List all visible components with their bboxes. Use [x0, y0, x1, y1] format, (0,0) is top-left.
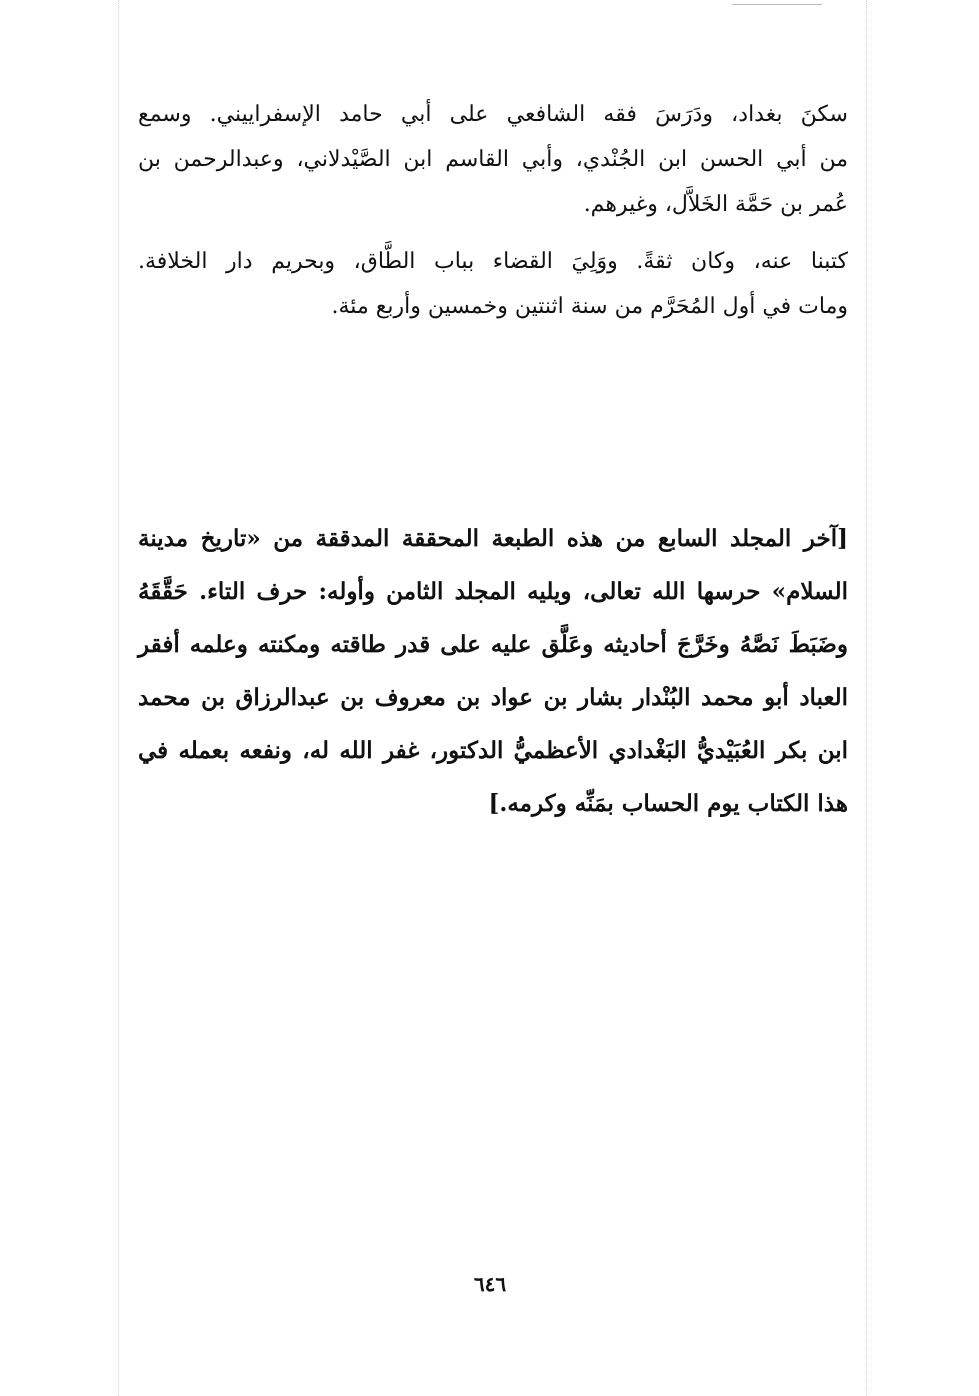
colophon-paragraph [138, 512, 848, 830]
colophon-line-3: وضَبَطَ نَصَّهُ وخَرَّجَ أحاديثه وعَلَّق عليه على قدر طاقته ومكنته وعلمه أفقر [138, 631, 848, 658]
colophon-line-4: العباد أبو محمد البُنْدار بشار بن عواد بن معروف بن عبدالرزاق بن محمد [138, 684, 848, 711]
biography-line-3: عُمر بن حَمَّة الخَلاَّل، وغيرهم. [583, 192, 848, 217]
colophon-line-6: هذا الكتاب يوم الحساب بمَنِّه وكرمه.] [488, 790, 848, 817]
top-rule [732, 4, 822, 5]
colophon-line-1: [آخر المجلد السابع من هذه الطبعة المحققة المدققة من «تاريخ مدينة [138, 525, 848, 552]
biography-line-1: سكنَ بغداد، ودَرَسَ فقه الشافعي على أبي حامد الإسفراييني. وسمع [138, 102, 848, 127]
scan-artifact-line [118, 0, 119, 1396]
colophon-line-5: ابن بكر العُبَيْديُّ البَغْدادي الأعظميُّ الدكتور، غفر الله له، ونفعه بعمله في [138, 737, 848, 764]
page-number: ٦٤٦ [473, 1272, 507, 1296]
biography-line-2: من أبي الحسن ابن الجُنْدي، وأبي القاسم ابن الصَّيْدلاني، وعبدالرحمن بن [138, 147, 848, 172]
colophon-line-2: السلام» حرسها الله تعالى، ويليه المجلد الثامن وأوله: حرف التاء. حَقَّقَهُ [138, 578, 848, 605]
biography-line-5: ومات في أول المُحَرَّم من سنة اثنتين وخمسين وأربع مئة. [331, 294, 848, 319]
biography-line-4: كتبنا عنه، وكان ثقةً. ووَلِيَ القضاء بباب الطَّاق، وبحريم دار الخلافة. [138, 249, 848, 274]
scan-artifact-line [866, 0, 867, 1396]
biography-paragraph [138, 92, 848, 329]
